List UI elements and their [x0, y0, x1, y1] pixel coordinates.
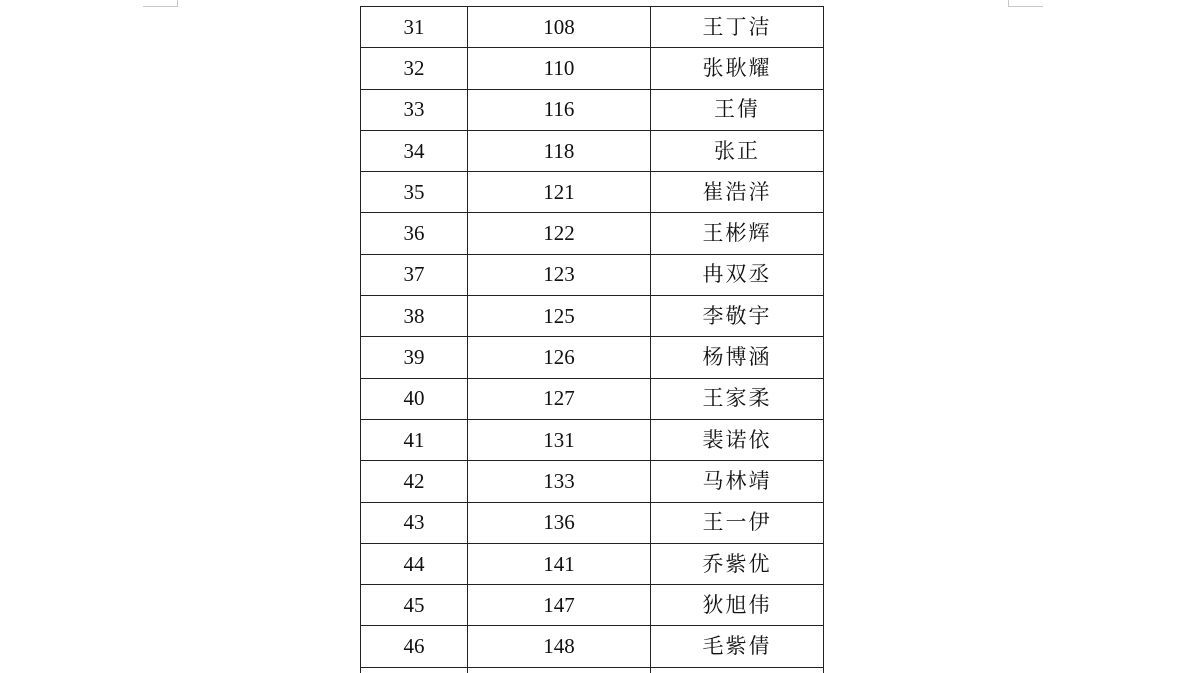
cell-number: 126: [468, 337, 651, 378]
table-row: [361, 502, 824, 543]
cell-index: 31: [361, 7, 468, 48]
cell-number: 108: [468, 7, 651, 48]
table-row: [361, 213, 824, 254]
cell-index: 38: [361, 296, 468, 337]
cell-name: 狄旭伟: [651, 585, 824, 626]
cell-number: 121: [468, 172, 651, 213]
cell-number: 133: [468, 461, 651, 502]
cell-number: 127: [468, 378, 651, 419]
cell-number: 118: [468, 130, 651, 171]
cell-number: 136: [468, 502, 651, 543]
cell-name: 马林靖: [651, 461, 824, 502]
table-row: [361, 254, 824, 295]
cell-index: 42: [361, 461, 468, 502]
table-row: [361, 296, 824, 337]
cell-number: 131: [468, 419, 651, 460]
cell-index-empty: [361, 667, 468, 673]
cell-name: 裴诺依: [651, 419, 824, 460]
crop-mark-right: [1008, 0, 1043, 7]
cell-index: 44: [361, 543, 468, 584]
table-row-partial: [361, 667, 824, 673]
table-row: [361, 130, 824, 171]
cell-name: 张耿耀: [651, 48, 824, 89]
crop-mark-left: [143, 0, 178, 7]
cell-index: 32: [361, 48, 468, 89]
cell-name: 杨博涵: [651, 337, 824, 378]
cell-index: 45: [361, 585, 468, 626]
cell-name: 王倩: [651, 89, 824, 130]
cell-number: 122: [468, 213, 651, 254]
cell-name: 毛紫倩: [651, 626, 824, 667]
cell-name: 王丁洁: [651, 7, 824, 48]
cell-name: 冉双丞: [651, 254, 824, 295]
roster-table: [360, 6, 824, 673]
cell-name: 王彬辉: [651, 213, 824, 254]
table-row: [361, 89, 824, 130]
cell-number: 116: [468, 89, 651, 130]
table-row: [361, 378, 824, 419]
table-row: [361, 626, 824, 667]
roster-table-body: [361, 7, 824, 673]
cell-name-empty: [651, 667, 824, 673]
table-row: [361, 419, 824, 460]
cell-index: 43: [361, 502, 468, 543]
cell-index: 35: [361, 172, 468, 213]
cell-index: 36: [361, 213, 468, 254]
table-row: [361, 543, 824, 584]
cell-index: 37: [361, 254, 468, 295]
table-row: [361, 7, 824, 48]
cell-name: 王一伊: [651, 502, 824, 543]
cell-index: 46: [361, 626, 468, 667]
cell-name: 乔紫优: [651, 543, 824, 584]
cell-name: 崔浩洋: [651, 172, 824, 213]
cell-number: 147: [468, 585, 651, 626]
cell-number-empty: [468, 667, 651, 673]
cell-number: 110: [468, 48, 651, 89]
cell-name: 张正: [651, 130, 824, 171]
cell-index: 40: [361, 378, 468, 419]
table-row: [361, 172, 824, 213]
table-row: [361, 48, 824, 89]
cell-number: 141: [468, 543, 651, 584]
cell-index: 39: [361, 337, 468, 378]
cell-index: 41: [361, 419, 468, 460]
table-row: [361, 461, 824, 502]
cell-number: 148: [468, 626, 651, 667]
cell-name: 王家柔: [651, 378, 824, 419]
table-row: [361, 585, 824, 626]
table-row: [361, 337, 824, 378]
cell-name: 李敬宇: [651, 296, 824, 337]
cell-number: 123: [468, 254, 651, 295]
cell-index: 33: [361, 89, 468, 130]
cell-index: 34: [361, 130, 468, 171]
cell-number: 125: [468, 296, 651, 337]
